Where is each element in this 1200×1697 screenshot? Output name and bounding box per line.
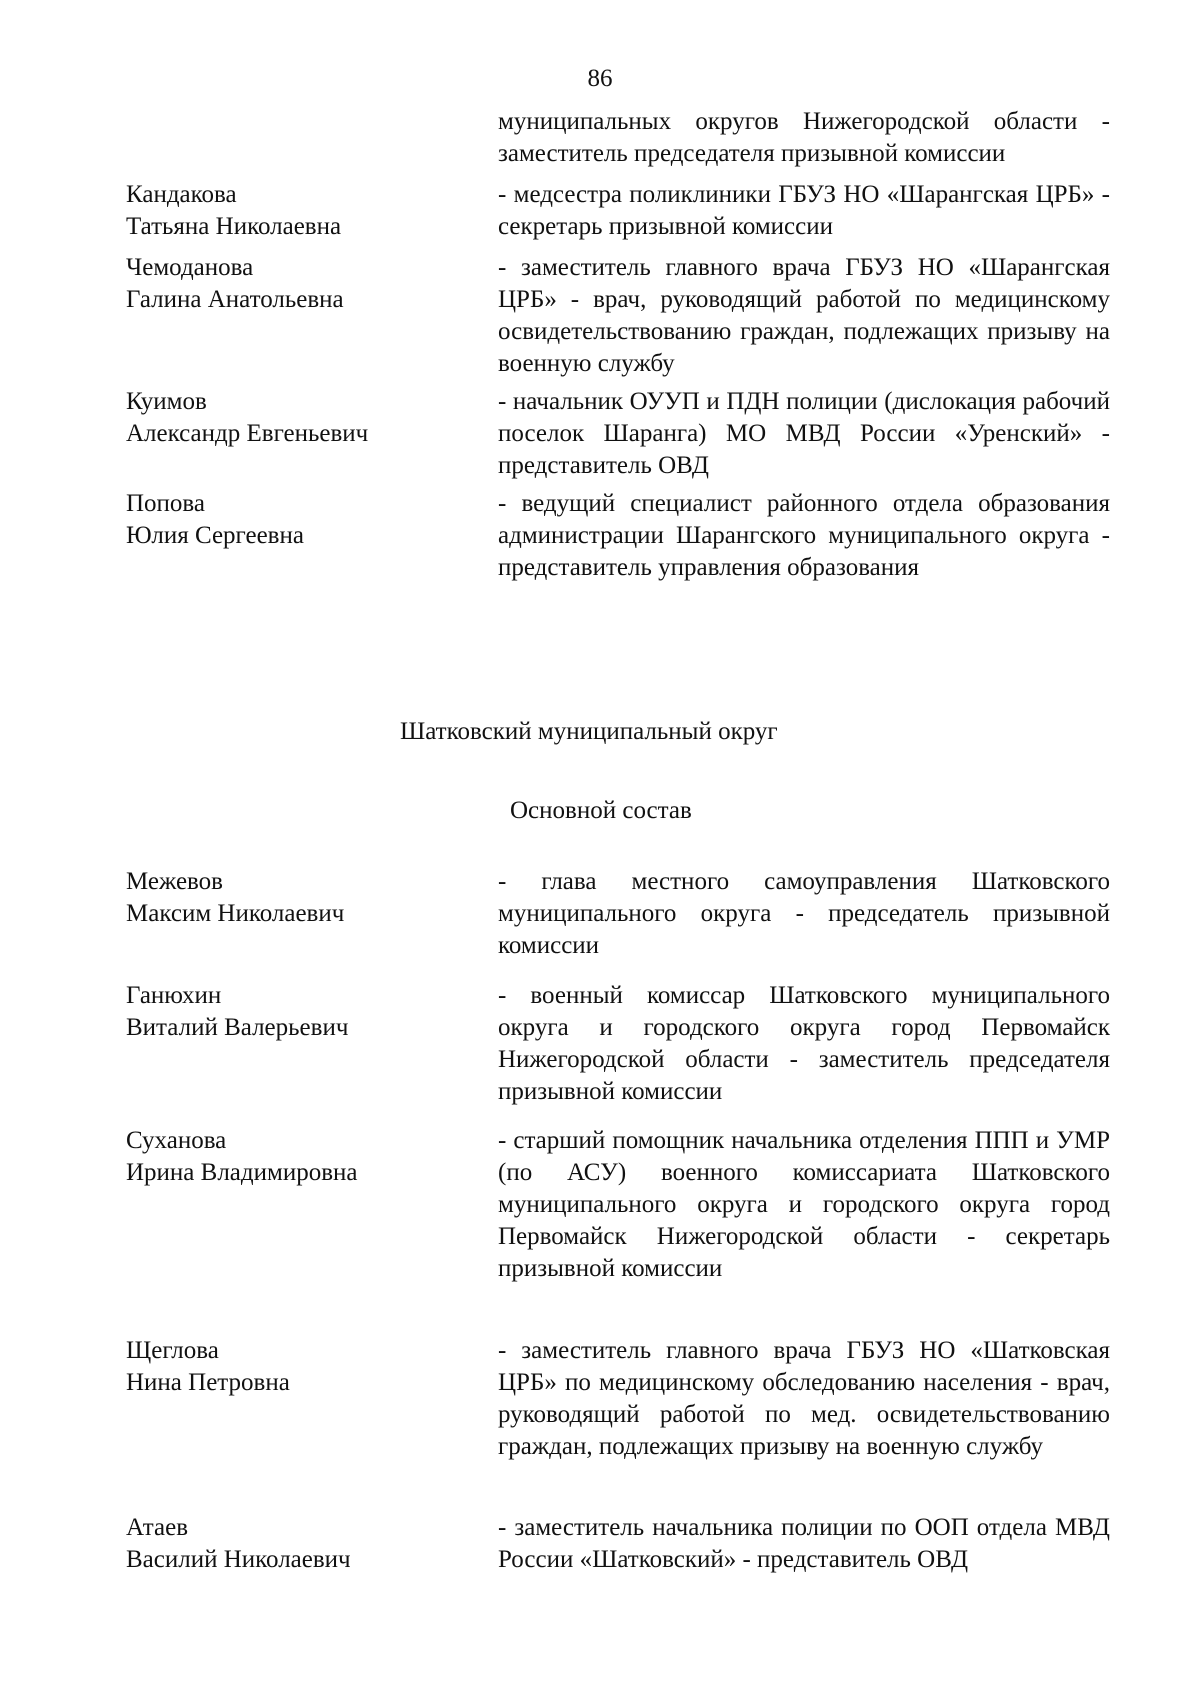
member-description: - медсестра поликлиники ГБУЗ НО «Шарангская ЦРБ» - секретарь призывной комиссии bbox=[498, 181, 1110, 240]
member-name bbox=[126, 980, 456, 1044]
member-description: - глава местного самоуправления Шатковского муниципального округа - председатель призывной комиссии bbox=[498, 868, 1110, 959]
member-description: - заместитель начальника полиции по ООП отдела МВД России «Шатковский» - представитель ОВД bbox=[498, 1514, 1110, 1573]
member-description: - заместитель главного врача ГБУЗ НО «Шатковская ЦРБ» по медицинскому обследованию населения - врач, руководящий работой по мед. освидетельствованию граждан, подлежащих призыву на военную службу bbox=[498, 1337, 1110, 1460]
section-title: Шатковский муниципальный округ bbox=[400, 718, 778, 745]
member-given-names: Юлия Сергеевна bbox=[126, 522, 304, 549]
member-description: - ведущий специалист районного отдела образования администрации Шарангского муниципального округа - представитель управления образования bbox=[498, 490, 1110, 581]
member-surname: Куимов bbox=[126, 388, 207, 415]
member-surname: Ганюхин bbox=[126, 982, 222, 1009]
member-description: - заместитель главного врача ГБУЗ НО «Шарангская ЦРБ» - врач, руководящий работой по медицинскому освидетельствованию граждан, подлежащих призыву на военную службу bbox=[498, 254, 1110, 377]
member-given-names: Татьяна Николаевна bbox=[126, 213, 342, 240]
member-surname: Атаев bbox=[126, 1514, 189, 1541]
member-name bbox=[126, 386, 456, 450]
member-surname: Чемоданова bbox=[126, 254, 254, 281]
member-given-names: Александр Евгеньевич bbox=[126, 420, 369, 447]
member-surname: Межевов bbox=[126, 868, 223, 895]
member-name bbox=[126, 1512, 456, 1576]
member-name bbox=[126, 1125, 456, 1189]
member-surname: Суханова bbox=[126, 1127, 227, 1154]
member-given-names: Ирина Владимировна bbox=[126, 1159, 358, 1186]
member-given-names: Галина Анатольевна bbox=[126, 286, 344, 313]
member-surname: Попова bbox=[126, 490, 206, 517]
member-surname: Щеглова bbox=[126, 1337, 219, 1364]
member-description: - старший помощник начальника отделения ППП и УМР (по АСУ) военного комиссариата Шатковского муниципального округа и городского округа город Первомайск Нижегородской области - секретарь призывной комиссии bbox=[498, 1127, 1110, 1282]
member-given-names: Василий Николаевич bbox=[126, 1546, 351, 1573]
member-given-names: Максим Николаевич bbox=[126, 900, 345, 927]
member-description: муниципальных округов Нижегородской области - заместитель председателя призывной комиссии bbox=[498, 108, 1110, 167]
member-description: - военный комиссар Шатковского муниципального округа и городского округа город Первомайск Нижегородской области - заместитель председателя призывной комиссии bbox=[498, 982, 1110, 1105]
member-surname: Кандакова bbox=[126, 181, 237, 208]
member-given-names: Нина Петровна bbox=[126, 1369, 290, 1396]
member-name bbox=[126, 866, 456, 930]
page-number: 86 bbox=[587, 65, 613, 92]
subsection-title: Основной состав bbox=[510, 797, 692, 824]
member-name bbox=[126, 179, 456, 243]
member-name bbox=[126, 488, 456, 552]
member-name bbox=[126, 252, 456, 316]
member-name bbox=[126, 1335, 456, 1399]
member-description: - начальник ОУУП и ПДН полиции (дислокация рабочий поселок Шаранга) МО МВД России «Уренский» - представитель ОВД bbox=[498, 388, 1110, 479]
member-given-names: Виталий Валерьевич bbox=[126, 1014, 349, 1041]
